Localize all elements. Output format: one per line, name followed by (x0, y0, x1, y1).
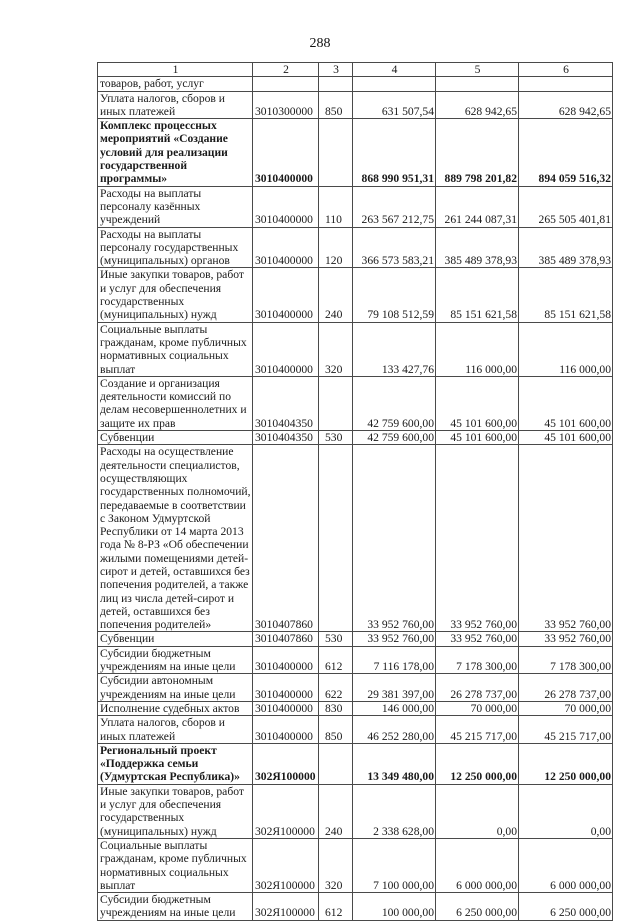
table-row (98, 701, 613, 715)
target-article-code-cell: 3010300000 (253, 91, 319, 119)
amount-col6-cell: 26 278 737,00 (519, 674, 613, 702)
amount-col5-cell: 628 942,65 (436, 91, 519, 119)
target-article-code-cell: 3010400000 (253, 716, 319, 744)
amount-col5-cell: 45 101 600,00 (436, 376, 519, 430)
amount-col4-cell: 29 381 397,00 (353, 674, 436, 702)
table-header-row (98, 63, 613, 77)
amount-col5-cell: 45 215 717,00 (436, 716, 519, 744)
target-article-code-cell: 3010407860 (253, 445, 319, 632)
item-name-cell: Исполнение судебных актов (98, 701, 253, 715)
amount-col5-cell: 0,00 (436, 784, 519, 838)
item-name-cell: Субсидии бюджетным учреждениям на иные цели (98, 893, 253, 921)
target-article-code-cell: 3010400000 (253, 701, 319, 715)
target-article-code-cell: 3010400000 (253, 268, 319, 322)
amount-col5-cell: 12 250 000,00 (436, 743, 519, 784)
item-name-cell: Субсидии бюджетным учреждениям на иные цели (98, 646, 253, 674)
header-cell-6: 6 (519, 63, 613, 77)
target-article-code-cell: 302Я100000 (253, 893, 319, 921)
amount-col6-cell: 894 059 516,32 (519, 119, 613, 186)
amount-col6-cell (519, 77, 613, 91)
amount-col4-cell: 146 000,00 (353, 701, 436, 715)
target-article-code-cell: 3010407860 (253, 632, 319, 646)
amount-col4-cell: 13 349 480,00 (353, 743, 436, 784)
target-article-code-cell (253, 77, 319, 91)
item-name-cell: Социальные выплаты гражданам, кроме публичных нормативных социальных выплат (98, 322, 253, 376)
table-row (98, 646, 613, 674)
table-row (98, 838, 613, 892)
target-article-code-cell: 302Я100000 (253, 838, 319, 892)
table-row (98, 322, 613, 376)
expense-type-cell: 622 (319, 674, 353, 702)
expense-type-cell: 530 (319, 632, 353, 646)
amount-col6-cell: 45 101 600,00 (519, 376, 613, 430)
amount-col5-cell: 70 000,00 (436, 701, 519, 715)
page-number: 288 (309, 36, 331, 51)
expense-type-cell: 830 (319, 701, 353, 715)
target-article-code-cell: 3010400000 (253, 322, 319, 376)
target-article-code-cell: 3010400000 (253, 227, 319, 268)
table-row (98, 784, 613, 838)
expense-type-cell (319, 445, 353, 632)
amount-col4-cell: 33 952 760,00 (353, 632, 436, 646)
item-name-cell: Социальные выплаты гражданам, кроме публичных нормативных социальных выплат (98, 838, 253, 892)
amount-col4-cell: 42 759 600,00 (353, 376, 436, 430)
amount-col4-cell: 79 108 512,59 (353, 268, 436, 322)
amount-col6-cell: 33 952 760,00 (519, 632, 613, 646)
amount-col4-cell: 7 100 000,00 (353, 838, 436, 892)
expense-type-cell (319, 376, 353, 430)
expense-type-cell: 240 (319, 784, 353, 838)
amount-col5-cell: 889 798 201,82 (436, 119, 519, 186)
target-article-code-cell: 302Я100000 (253, 784, 319, 838)
item-name-cell: Региональный проект «Поддержка семьи (Удмуртская Республика)» (98, 743, 253, 784)
item-name-cell: Иные закупки товаров, работ и услуг для обеспечения государственных (муниципальных) нужд (98, 784, 253, 838)
amount-col6-cell: 265 505 401,81 (519, 186, 613, 227)
amount-col6-cell: 7 178 300,00 (519, 646, 613, 674)
header-cell-2: 2 (253, 63, 319, 77)
expense-type-cell: 110 (319, 186, 353, 227)
expense-type-cell: 320 (319, 838, 353, 892)
budget-table (97, 62, 613, 921)
table-row (98, 716, 613, 744)
amount-col6-cell: 12 250 000,00 (519, 743, 613, 784)
amount-col5-cell: 261 244 087,31 (436, 186, 519, 227)
amount-col4-cell: 42 759 600,00 (353, 431, 436, 445)
item-name-cell: Субвенции (98, 431, 253, 445)
amount-col4-cell: 46 252 280,00 (353, 716, 436, 744)
table-row (98, 227, 613, 268)
table-row (98, 376, 613, 430)
item-name-cell: Расходы на выплаты персоналу казённых учреждений (98, 186, 253, 227)
target-article-code-cell: 3010400000 (253, 186, 319, 227)
expense-type-cell (319, 119, 353, 186)
item-name-cell: Создание и организация деятельности комиссий по делам несовершеннолетних и защите их прав (98, 376, 253, 430)
amount-col5-cell: 116 000,00 (436, 322, 519, 376)
header-cell-1: 1 (98, 63, 253, 77)
item-name-cell: Расходы на выплаты персоналу государственных (муниципальных) органов (98, 227, 253, 268)
table-row (98, 91, 613, 119)
expense-type-cell (319, 743, 353, 784)
expense-type-cell: 320 (319, 322, 353, 376)
target-article-code-cell: 302Я100000 (253, 743, 319, 784)
item-name-cell: Уплата налогов, сборов и иных платежей (98, 91, 253, 119)
amount-col4-cell: 2 338 628,00 (353, 784, 436, 838)
amount-col5-cell: 26 278 737,00 (436, 674, 519, 702)
amount-col5-cell: 33 952 760,00 (436, 632, 519, 646)
amount-col4-cell: 33 952 760,00 (353, 445, 436, 632)
expense-type-cell: 240 (319, 268, 353, 322)
table-row (98, 674, 613, 702)
amount-col4-cell: 263 567 212,75 (353, 186, 436, 227)
amount-col4-cell: 366 573 583,21 (353, 227, 436, 268)
amount-col6-cell: 116 000,00 (519, 322, 613, 376)
table-row (98, 431, 613, 445)
amount-col6-cell: 385 489 378,93 (519, 227, 613, 268)
item-name-cell: Субсидии автономным учреждениям на иные цели (98, 674, 253, 702)
expense-type-cell: 120 (319, 227, 353, 268)
amount-col6-cell: 0,00 (519, 784, 613, 838)
table-row (98, 268, 613, 322)
amount-col5-cell: 33 952 760,00 (436, 445, 519, 632)
target-article-code-cell: 3010400000 (253, 646, 319, 674)
expense-type-cell: 530 (319, 431, 353, 445)
amount-col5-cell: 6 000 000,00 (436, 838, 519, 892)
amount-col4-cell: 868 990 951,31 (353, 119, 436, 186)
table-row (98, 77, 613, 91)
item-name-cell: товаров, работ, услуг (98, 77, 253, 91)
amount-col6-cell: 33 952 760,00 (519, 445, 613, 632)
amount-col6-cell: 6 000 000,00 (519, 838, 613, 892)
amount-col4-cell: 631 507,54 (353, 91, 436, 119)
expense-type-cell: 612 (319, 646, 353, 674)
target-article-code-cell: 3010400000 (253, 674, 319, 702)
table-row (98, 632, 613, 646)
table-row (98, 119, 613, 186)
amount-col6-cell: 45 101 600,00 (519, 431, 613, 445)
amount-col6-cell: 85 151 621,58 (519, 268, 613, 322)
amount-col6-cell: 70 000,00 (519, 701, 613, 715)
amount-col4-cell: 100 000,00 (353, 893, 436, 921)
header-cell-3: 3 (319, 63, 353, 77)
amount-col5-cell: 7 178 300,00 (436, 646, 519, 674)
amount-col4-cell: 133 427,76 (353, 322, 436, 376)
item-name-cell: Субвенции (98, 632, 253, 646)
header-cell-4: 4 (353, 63, 436, 77)
item-name-cell: Уплата налогов, сборов и иных платежей (98, 716, 253, 744)
expense-type-cell (319, 77, 353, 91)
amount-col6-cell: 45 215 717,00 (519, 716, 613, 744)
expense-type-cell: 612 (319, 893, 353, 921)
amount-col4-cell: 7 116 178,00 (353, 646, 436, 674)
table-row (98, 186, 613, 227)
target-article-code-cell: 3010404350 (253, 376, 319, 430)
expense-type-cell: 850 (319, 716, 353, 744)
amount-col5-cell: 6 250 000,00 (436, 893, 519, 921)
amount-col5-cell: 45 101 600,00 (436, 431, 519, 445)
expense-type-cell: 850 (319, 91, 353, 119)
amount-col5-cell: 385 489 378,93 (436, 227, 519, 268)
amount-col5-cell (436, 77, 519, 91)
item-name-cell: Комплекс процессных мероприятий «Создание условий для реализации государственной программы» (98, 119, 253, 186)
target-article-code-cell: 3010404350 (253, 431, 319, 445)
amount-col5-cell: 85 151 621,58 (436, 268, 519, 322)
amount-col6-cell: 628 942,65 (519, 91, 613, 119)
target-article-code-cell: 3010400000 (253, 119, 319, 186)
item-name-cell: Расходы на осуществление деятельности специалистов, осуществляющих государственных полномочий, передаваемые в соответствии с Законом Удмуртской Республики от 14 марта 2013 года № 8-РЗ «Об обеспечении жилыми помещениями детей-сирот и детей, оставшихся без попечения родителей, а также лиц из числа детей-сирот и детей, оставшихся без попечения родителей» (98, 445, 253, 632)
table-row (98, 445, 613, 632)
header-cell-5: 5 (436, 63, 519, 77)
amount-col4-cell (353, 77, 436, 91)
table-row (98, 893, 613, 921)
amount-col6-cell: 6 250 000,00 (519, 893, 613, 921)
item-name-cell: Иные закупки товаров, работ и услуг для обеспечения государственных (муниципальных) нужд (98, 268, 253, 322)
table-row (98, 743, 613, 784)
